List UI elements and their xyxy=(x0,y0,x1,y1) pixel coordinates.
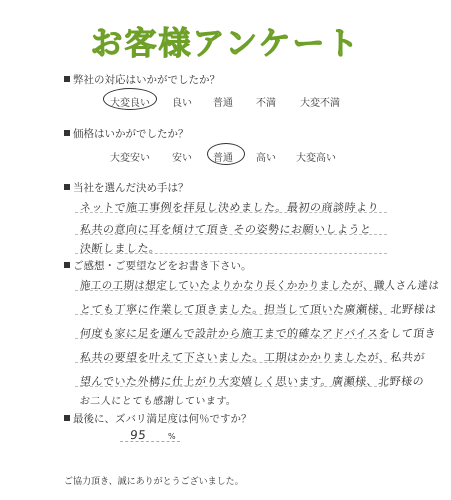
question-5-label: 最後に、ズバリ満足度は何％ですか？ xyxy=(73,413,252,425)
bullet-square-icon xyxy=(64,184,70,190)
q2-option-4[interactable]: 高い xyxy=(256,153,276,164)
satisfaction-value: 95 xyxy=(129,428,148,442)
handwritten-line: お二人にとても感謝しています。 xyxy=(79,396,238,407)
bullet-square-icon xyxy=(64,262,70,268)
handwritten-line: 決断しました。 xyxy=(79,242,162,255)
q2-option-2[interactable]: 安い xyxy=(172,153,192,164)
q1-option-5[interactable]: 大変不満 xyxy=(300,98,340,109)
q2-option-5[interactable]: 大変高い xyxy=(296,153,336,164)
question-2 xyxy=(64,126,189,141)
handwritten-line: 望んでいた外構に仕上がり大変嬉しく思います。廣瀬様、北野様の xyxy=(79,375,425,388)
q2-option-1[interactable]: 大変安い xyxy=(110,153,150,164)
question-4-label: ご感想・ご要望などをお書き下さい。 xyxy=(73,260,252,272)
handwritten-line: とても丁寧に作業して頂きました。担当して頂いた廣瀬様、北野様は xyxy=(79,303,438,316)
handwritten-line: 私共の要望を叶えて下さいました。工期はかかりましたが、私共が xyxy=(79,351,426,364)
question-1 xyxy=(64,72,220,87)
page-title: お客様アンケート xyxy=(90,24,361,62)
satisfaction-unit: % xyxy=(168,432,176,441)
bullet-square-icon xyxy=(64,130,70,136)
question-1-label: 弊社の対応はいかがでしたか？ xyxy=(73,74,220,86)
answer-rule xyxy=(120,441,180,442)
handwritten-line: ネットで施工事例を拝見し決めました。最初の商談時より xyxy=(79,201,380,214)
handwritten-line: 私共の意向に耳を傾けて頂き その姿勢にお願いしようと xyxy=(79,223,373,236)
question-5 xyxy=(64,411,252,426)
q1-option-4[interactable]: 不満 xyxy=(256,98,276,109)
bullet-square-icon xyxy=(64,415,70,421)
q1-option-1[interactable]: 大変良い xyxy=(110,98,150,109)
question-3 xyxy=(64,180,189,195)
question-2-label: 価格はいかがでしたか？ xyxy=(73,128,189,140)
q1-option-2[interactable]: 良い xyxy=(172,98,192,109)
handwritten-line: 施工の工期は想定していたよりかなり長くかかりましたが、職人さん達は xyxy=(79,279,441,292)
question-4 xyxy=(64,258,252,273)
q2-option-3[interactable]: 普通 xyxy=(213,153,233,164)
question-3-label: 当社を選んだ決め手は？ xyxy=(73,182,189,194)
bullet-square-icon xyxy=(64,76,70,82)
thanks-message: ご協力頂き、誠にありがとうございました。 xyxy=(64,477,244,487)
handwritten-line: 何度も家に足を運んで設計から施工まで的確なアドバイスをして頂き xyxy=(79,327,437,340)
q1-option-3[interactable]: 普通 xyxy=(213,98,233,109)
